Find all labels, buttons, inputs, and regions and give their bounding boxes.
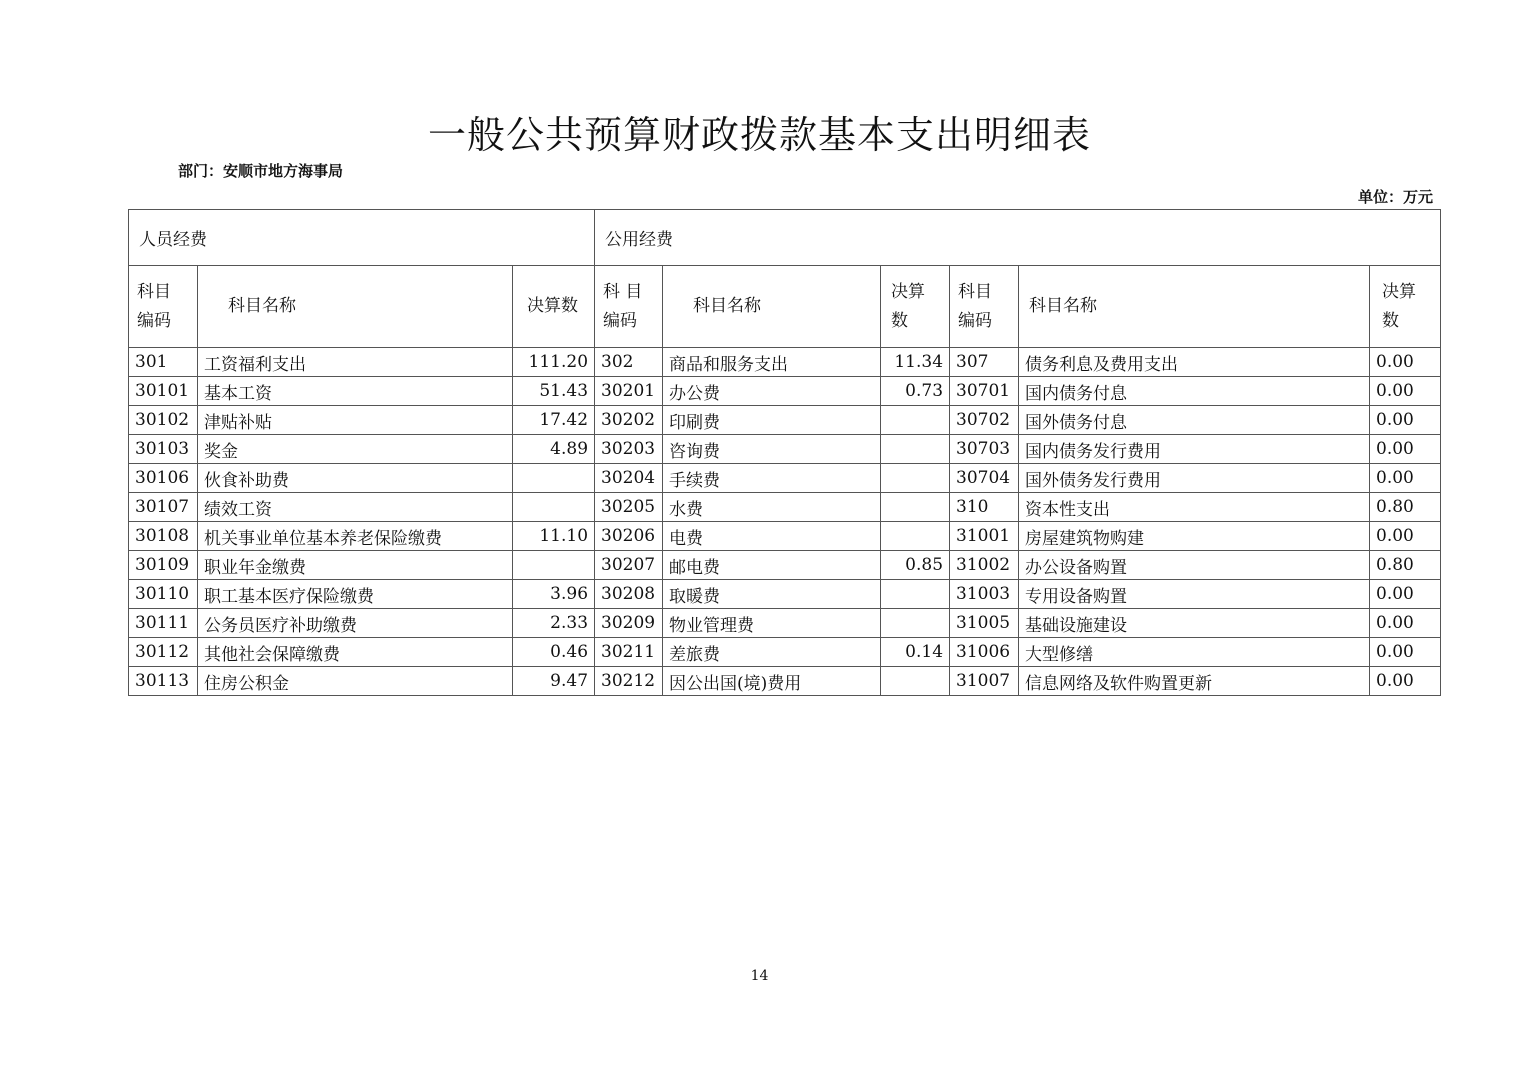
cell-name: 房屋建筑物购建 bbox=[1019, 522, 1370, 551]
header-amount-1: 决算数 bbox=[513, 266, 595, 348]
cell-amount bbox=[881, 609, 950, 638]
column-header-row bbox=[129, 266, 1441, 348]
group-personnel: 人员经费 bbox=[129, 210, 595, 266]
header-amount-3: 决算 数 bbox=[1370, 266, 1441, 348]
page-title: 一般公共预算财政拨款基本支出明细表 bbox=[427, 113, 1091, 157]
cell-amount: 3.96 bbox=[513, 580, 595, 609]
cell-code: 310 bbox=[950, 493, 1019, 522]
cell-name: 办公费 bbox=[663, 377, 881, 406]
cell-amount: 11.10 bbox=[513, 522, 595, 551]
cell-amount: 11.34 bbox=[881, 348, 950, 377]
cell-name: 债务利息及费用支出 bbox=[1019, 348, 1370, 377]
table-row bbox=[129, 667, 1441, 696]
cell-name: 因公出国(境)费用 bbox=[663, 667, 881, 696]
cell-amount: 0.73 bbox=[881, 377, 950, 406]
table-row bbox=[129, 464, 1441, 493]
cell-amount: 4.89 bbox=[513, 435, 595, 464]
expenditure-table bbox=[128, 209, 1441, 696]
cell-name: 国内债务付息 bbox=[1019, 377, 1370, 406]
cell-amount: 0.80 bbox=[1370, 551, 1441, 580]
cell-name: 信息网络及软件购置更新 bbox=[1019, 667, 1370, 696]
cell-name: 机关事业单位基本养老保险缴费 bbox=[198, 522, 513, 551]
cell-code: 30201 bbox=[595, 377, 663, 406]
cell-name: 水费 bbox=[663, 493, 881, 522]
table-row bbox=[129, 638, 1441, 667]
cell-name: 商品和服务支出 bbox=[663, 348, 881, 377]
cell-code: 31001 bbox=[950, 522, 1019, 551]
cell-code: 30107 bbox=[129, 493, 198, 522]
header-code-3: 科目 编码 bbox=[950, 266, 1019, 348]
cell-code: 30704 bbox=[950, 464, 1019, 493]
cell-name: 津贴补贴 bbox=[198, 406, 513, 435]
cell-code: 30103 bbox=[129, 435, 198, 464]
cell-code: 31006 bbox=[950, 638, 1019, 667]
cell-code: 30211 bbox=[595, 638, 663, 667]
cell-amount: 0.00 bbox=[1370, 348, 1441, 377]
cell-name: 国外债务付息 bbox=[1019, 406, 1370, 435]
cell-name: 物业管理费 bbox=[663, 609, 881, 638]
table-row bbox=[129, 580, 1441, 609]
table-row bbox=[129, 406, 1441, 435]
header-name-1: 科目名称 bbox=[198, 266, 513, 348]
cell-amount: 0.00 bbox=[1370, 522, 1441, 551]
cell-amount bbox=[881, 667, 950, 696]
header-code-1: 科目 编码 bbox=[129, 266, 198, 348]
cell-code: 302 bbox=[595, 348, 663, 377]
cell-amount: 0.14 bbox=[881, 638, 950, 667]
table-row bbox=[129, 493, 1441, 522]
cell-code: 30703 bbox=[950, 435, 1019, 464]
cell-amount bbox=[881, 522, 950, 551]
table-row bbox=[129, 609, 1441, 638]
cell-name: 电费 bbox=[663, 522, 881, 551]
cell-code: 31005 bbox=[950, 609, 1019, 638]
cell-code: 30209 bbox=[595, 609, 663, 638]
cell-amount bbox=[513, 493, 595, 522]
cell-code: 30208 bbox=[595, 580, 663, 609]
cell-amount: 9.47 bbox=[513, 667, 595, 696]
cell-name: 国外债务发行费用 bbox=[1019, 464, 1370, 493]
cell-amount bbox=[513, 551, 595, 580]
cell-amount: 17.42 bbox=[513, 406, 595, 435]
cell-code: 30212 bbox=[595, 667, 663, 696]
header-name-2: 科目名称 bbox=[663, 266, 881, 348]
cell-code: 30205 bbox=[595, 493, 663, 522]
table-row bbox=[129, 348, 1441, 377]
cell-name: 取暖费 bbox=[663, 580, 881, 609]
table-row bbox=[129, 377, 1441, 406]
cell-amount: 0.00 bbox=[1370, 667, 1441, 696]
page-number: 14 bbox=[750, 968, 769, 984]
department-label: 部门：安顺市地方海事局 bbox=[178, 162, 344, 180]
cell-code: 307 bbox=[950, 348, 1019, 377]
cell-amount: 0.00 bbox=[1370, 580, 1441, 609]
cell-name: 工资福利支出 bbox=[198, 348, 513, 377]
header-name-3: 科目名称 bbox=[1019, 266, 1370, 348]
cell-amount: 0.85 bbox=[881, 551, 950, 580]
cell-code: 31003 bbox=[950, 580, 1019, 609]
cell-code: 31002 bbox=[950, 551, 1019, 580]
group-public: 公用经费 bbox=[595, 210, 1441, 266]
cell-amount bbox=[881, 493, 950, 522]
cell-amount bbox=[881, 580, 950, 609]
cell-code: 30701 bbox=[950, 377, 1019, 406]
cell-amount bbox=[513, 464, 595, 493]
cell-code: 30207 bbox=[595, 551, 663, 580]
cell-code: 30202 bbox=[595, 406, 663, 435]
cell-name: 其他社会保障缴费 bbox=[198, 638, 513, 667]
table-row bbox=[129, 551, 1441, 580]
cell-name: 办公设备购置 bbox=[1019, 551, 1370, 580]
cell-name: 手续费 bbox=[663, 464, 881, 493]
cell-code: 30110 bbox=[129, 580, 198, 609]
cell-name: 基础设施建设 bbox=[1019, 609, 1370, 638]
table-row bbox=[129, 435, 1441, 464]
cell-name: 奖金 bbox=[198, 435, 513, 464]
cell-name: 大型修缮 bbox=[1019, 638, 1370, 667]
cell-amount: 111.20 bbox=[513, 348, 595, 377]
cell-code: 30204 bbox=[595, 464, 663, 493]
cell-amount: 51.43 bbox=[513, 377, 595, 406]
cell-name: 基本工资 bbox=[198, 377, 513, 406]
cell-name: 咨询费 bbox=[663, 435, 881, 464]
cell-name: 职工基本医疗保险缴费 bbox=[198, 580, 513, 609]
cell-code: 30106 bbox=[129, 464, 198, 493]
header-code-2: 科 目 编码 bbox=[595, 266, 663, 348]
cell-code: 31007 bbox=[950, 667, 1019, 696]
cell-name: 国内债务发行费用 bbox=[1019, 435, 1370, 464]
cell-code: 30109 bbox=[129, 551, 198, 580]
cell-code: 30101 bbox=[129, 377, 198, 406]
cell-amount: 0.00 bbox=[1370, 464, 1441, 493]
cell-code: 30102 bbox=[129, 406, 198, 435]
cell-amount: 2.33 bbox=[513, 609, 595, 638]
table-row bbox=[129, 522, 1441, 551]
cell-name: 伙食补助费 bbox=[198, 464, 513, 493]
cell-code: 30113 bbox=[129, 667, 198, 696]
cell-name: 邮电费 bbox=[663, 551, 881, 580]
group-header-row bbox=[129, 210, 1441, 266]
cell-amount: 0.80 bbox=[1370, 493, 1441, 522]
cell-code: 30206 bbox=[595, 522, 663, 551]
cell-name: 绩效工资 bbox=[198, 493, 513, 522]
cell-code: 30203 bbox=[595, 435, 663, 464]
cell-amount: 0.00 bbox=[1370, 638, 1441, 667]
cell-amount bbox=[881, 464, 950, 493]
cell-name: 印刷费 bbox=[663, 406, 881, 435]
unit-label: 单位：万元 bbox=[1357, 188, 1433, 206]
cell-code: 30111 bbox=[129, 609, 198, 638]
cell-amount bbox=[881, 435, 950, 464]
cell-name: 专用设备购置 bbox=[1019, 580, 1370, 609]
cell-code: 30112 bbox=[129, 638, 198, 667]
cell-amount: 0.00 bbox=[1370, 406, 1441, 435]
cell-amount: 0.00 bbox=[1370, 377, 1441, 406]
cell-name: 住房公积金 bbox=[198, 667, 513, 696]
cell-code: 301 bbox=[129, 348, 198, 377]
cell-name: 职业年金缴费 bbox=[198, 551, 513, 580]
cell-code: 30108 bbox=[129, 522, 198, 551]
cell-name: 公务员医疗补助缴费 bbox=[198, 609, 513, 638]
cell-amount: 0.46 bbox=[513, 638, 595, 667]
cell-name: 资本性支出 bbox=[1019, 493, 1370, 522]
header-amount-2: 决算 数 bbox=[881, 266, 950, 348]
cell-code: 30702 bbox=[950, 406, 1019, 435]
cell-name: 差旅费 bbox=[663, 638, 881, 667]
cell-amount bbox=[881, 406, 950, 435]
cell-amount: 0.00 bbox=[1370, 609, 1441, 638]
cell-amount: 0.00 bbox=[1370, 435, 1441, 464]
